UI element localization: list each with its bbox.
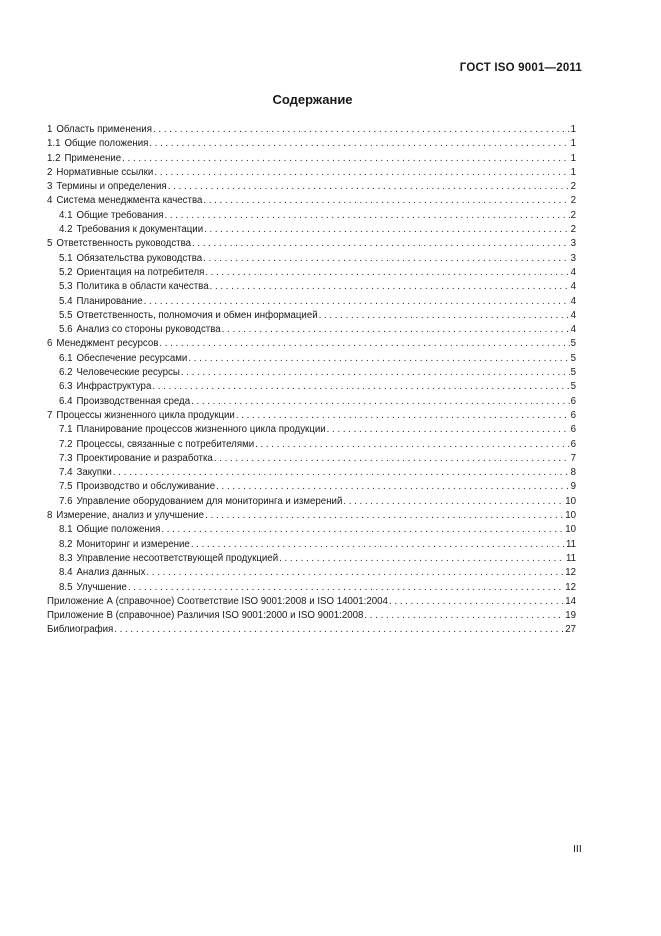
toc-entry-number: 7.2 [59,438,73,450]
toc-entry-title: Анализ со стороны руководства [76,324,221,336]
toc-entry-number: 3 [47,181,53,193]
dot-leader [128,581,564,595]
toc-entry-title: Закупки [76,467,112,479]
dot-leader [153,123,570,137]
toc-entry-page: 5 [570,381,576,393]
toc-entry-number: 5.4 [59,295,73,307]
toc-entry-title: Общие требования [76,209,164,221]
toc-entry-page: 6 [570,409,576,421]
toc-entry[interactable] [47,223,576,237]
toc-entry-number: 4.1 [59,209,73,221]
toc-entry[interactable] [47,395,576,409]
dot-leader [327,423,570,437]
toc-entry-page: 3 [570,238,576,250]
toc-entry-page: 5 [570,338,576,350]
dot-leader [236,409,570,423]
toc-entry-title: Применение [64,152,122,164]
toc-entry-page: 9 [570,481,576,493]
toc-entry-page: 8 [570,467,576,479]
toc-entry-page: 4 [570,266,576,278]
dot-leader [203,252,569,266]
dot-leader [161,523,564,537]
toc-entry-page: 5 [570,367,576,379]
toc-entry-title: Измерение, анализ и улучшение [56,510,205,522]
dot-leader [154,166,569,180]
toc-entry[interactable] [47,337,576,351]
dot-leader [210,280,570,294]
dot-leader [364,609,564,623]
toc-entry-page: 1 [570,124,576,135]
toc-entry-number: 2 [47,166,53,178]
toc-entry-page: 1 [570,138,576,150]
dot-leader [205,266,569,280]
toc-entry[interactable] [47,123,576,137]
toc-entry-title: Обязательства руководства [76,252,203,264]
toc-entry-page: 1 [570,166,576,178]
toc-entry-title: Производство и обслуживание [76,481,216,493]
toc-entry-page: 2 [570,195,576,207]
toc-entry-title: Улучшение [76,581,127,593]
toc-entry-number: 5.1 [59,252,73,264]
toc-entry-page: 4 [570,324,576,336]
toc-entry[interactable] [47,423,576,437]
toc-entry-number: 7.6 [59,495,73,507]
toc-entry-page: 27 [565,624,576,636]
toc-entry-page: 4 [570,309,576,321]
toc-entry[interactable] [47,466,576,480]
dot-leader [343,495,564,509]
dot-leader [113,466,570,480]
toc-entry-page: 10 [565,510,576,522]
toc-entry-title: Система менеджмента качества [56,195,203,207]
toc-entry-title: Ответственность руководства [56,238,192,250]
page-title: Содержание [272,92,353,107]
toc-entry[interactable] [47,266,576,280]
dot-leader [205,509,564,523]
toc-entry-number: 7.1 [59,424,73,436]
toc-entry-number: 5.2 [59,266,73,278]
toc-entry-title: Процессы жизненного цикла продукции [56,409,235,421]
toc-entry-title: Планирование процессов жизненного цикла продукции [76,424,326,436]
dot-leader [319,309,570,323]
toc-entry-page: 7 [570,452,576,464]
toc-entry[interactable] [47,237,576,251]
toc-entry-title: Человеческие ресурсы [76,367,180,379]
toc-entry[interactable] [47,566,576,580]
toc-entry-number: 8.2 [59,538,73,550]
toc-entry[interactable] [47,323,576,337]
dot-leader [191,538,565,552]
toc-entry[interactable] [47,166,576,180]
toc-entry[interactable] [47,538,576,552]
toc-entry-page: 6 [570,424,576,436]
toc-entry[interactable] [47,352,576,366]
toc-entry[interactable] [47,295,576,309]
toc-entry-number: 5.6 [59,324,73,336]
toc-entry[interactable] [47,280,576,294]
toc-entry-title: Управление оборудованием для мониторинга и измерений [76,495,343,507]
toc-entry-number: 7 [47,409,53,421]
toc-entry-title: Инфраструктура [76,381,152,393]
toc-entry-number: 6.1 [59,352,73,364]
dot-leader [389,595,564,609]
toc-entry-number: 7.3 [59,452,73,464]
toc-entry-page: 1 [570,152,576,164]
toc-entry-page: 5 [570,352,576,364]
toc-entry-title: Обеспечение ресурсами [76,352,188,364]
toc-entry[interactable] [47,366,576,380]
toc-entry[interactable] [47,252,576,266]
dot-leader [114,623,564,637]
toc-entry-title: Производственная среда [76,395,191,407]
toc-entry-title: Процессы, связанные с потребителями [76,438,255,450]
dot-leader [255,438,569,452]
toc-entry-title: Приложение В (справочное) Различия ISO 9001:2000 и ISO 9001:2008 [47,610,364,622]
toc-entry[interactable] [47,495,576,509]
toc-entry-title: Приложение А (справочное) Соответствие ISO 9001:2008 и ISO 14001:2004 [47,595,388,607]
toc-entry-title: Нормативные ссылки [56,166,154,178]
toc-entry[interactable] [47,581,576,595]
toc-entry[interactable] [47,552,576,566]
toc-entry-number: 6 [47,338,53,350]
toc-entry-number: 5.5 [59,309,73,321]
toc-entry-title: Политика в области качества [76,281,209,293]
toc-entry[interactable] [47,309,576,323]
toc-entry[interactable] [47,209,576,223]
toc-entry-number: 8.3 [59,552,73,564]
toc-entry[interactable] [47,452,576,466]
dot-leader [279,552,565,566]
toc-entry-page: 3 [570,252,576,264]
toc-entry-number: 1.2 [47,152,61,164]
toc-entry-title: Мониторинг и измерение [76,538,190,550]
toc-entry[interactable] [47,409,576,423]
toc-entry-title: Библиография [47,624,114,636]
toc-entry[interactable] [47,438,576,452]
toc-entry-page: 2 [570,209,576,221]
dot-leader [181,366,570,380]
toc-entry[interactable] [47,609,576,623]
dot-leader [144,295,570,309]
toc-entry[interactable] [47,523,576,537]
toc-entry-number: 1.1 [47,138,61,150]
toc-entry-title: Анализ данных [76,567,146,579]
toc-entry[interactable] [47,623,576,637]
toc-entry-page: 4 [570,295,576,307]
toc-entry-page: 11 [565,538,576,550]
toc-entry-title: Общие положения [76,524,161,536]
toc-entry[interactable] [47,380,576,394]
table-of-contents [47,123,576,638]
toc-entry-page: 10 [565,495,576,507]
dot-leader [168,180,570,194]
toc-entry-number: 8.1 [59,524,73,536]
toc-entry-number: 5.3 [59,281,73,293]
dot-leader [152,380,569,394]
dot-leader [122,152,569,166]
dot-leader [192,237,570,251]
toc-entry-number: 5 [47,238,53,250]
toc-entry-title: Менеджмент ресурсов [56,338,159,350]
toc-entry-page: 19 [565,610,576,622]
toc-entry-number: 8.5 [59,581,73,593]
toc-entry-page: 14 [565,595,576,607]
dot-leader [222,323,570,337]
toc-entry-title: Требования к документации [76,224,204,236]
dot-leader [203,194,569,208]
toc-entry-page: 2 [570,224,576,236]
dot-leader [165,209,570,223]
toc-entry-page: 2 [570,181,576,193]
dot-leader [149,137,569,151]
dot-leader [216,480,569,494]
toc-entry-page: 10 [565,524,576,536]
toc-entry-title: Ответственность, полномочия и обмен информацией [76,309,318,321]
toc-entry-number: 1 [47,124,53,135]
toc-entry-title: Общие положения [64,138,149,150]
toc-entry-number: 6.4 [59,395,73,407]
document-code: ГОСТ ISO 9001—2011 [459,62,582,74]
toc-entry-title: Проектирование и разработка [76,452,213,464]
toc-entry-page: 12 [565,581,576,593]
toc-entry-title: Ориентация на потребителя [76,266,205,278]
toc-entry-number: 4.2 [59,224,73,236]
toc-entry-title: Термины и определения [56,181,167,193]
toc-entry-page: 12 [565,567,576,579]
toc-entry-page: 6 [570,438,576,450]
toc-entry[interactable] [47,480,576,494]
toc-entry-number: 6.2 [59,367,73,379]
dot-leader [146,566,564,580]
toc-entry-title: Планирование [76,295,143,307]
toc-entry-number: 8.4 [59,567,73,579]
toc-entry-number: 7.5 [59,481,73,493]
toc-entry-number: 8 [47,510,53,522]
dot-leader [188,352,569,366]
toc-entry-page: 4 [570,281,576,293]
toc-entry[interactable] [47,152,576,166]
toc-entry-title: Управление несоответствующей продукцией [76,552,279,564]
toc-entry-page: 6 [570,395,576,407]
toc-entry[interactable] [47,595,576,609]
toc-entry[interactable] [47,509,576,523]
dot-leader [204,223,570,237]
dot-leader [159,337,569,351]
page-number: III [573,843,582,855]
toc-entry[interactable] [47,137,576,151]
toc-entry-number: 6.3 [59,381,73,393]
toc-entry-number: 7.4 [59,467,73,479]
toc-entry-page: 11 [565,552,576,564]
dot-leader [191,395,570,409]
dot-leader [214,452,570,466]
toc-entry-title: Область применения [56,124,152,135]
toc-entry[interactable] [47,180,576,194]
toc-entry-number: 4 [47,195,53,207]
toc-entry[interactable] [47,194,576,208]
